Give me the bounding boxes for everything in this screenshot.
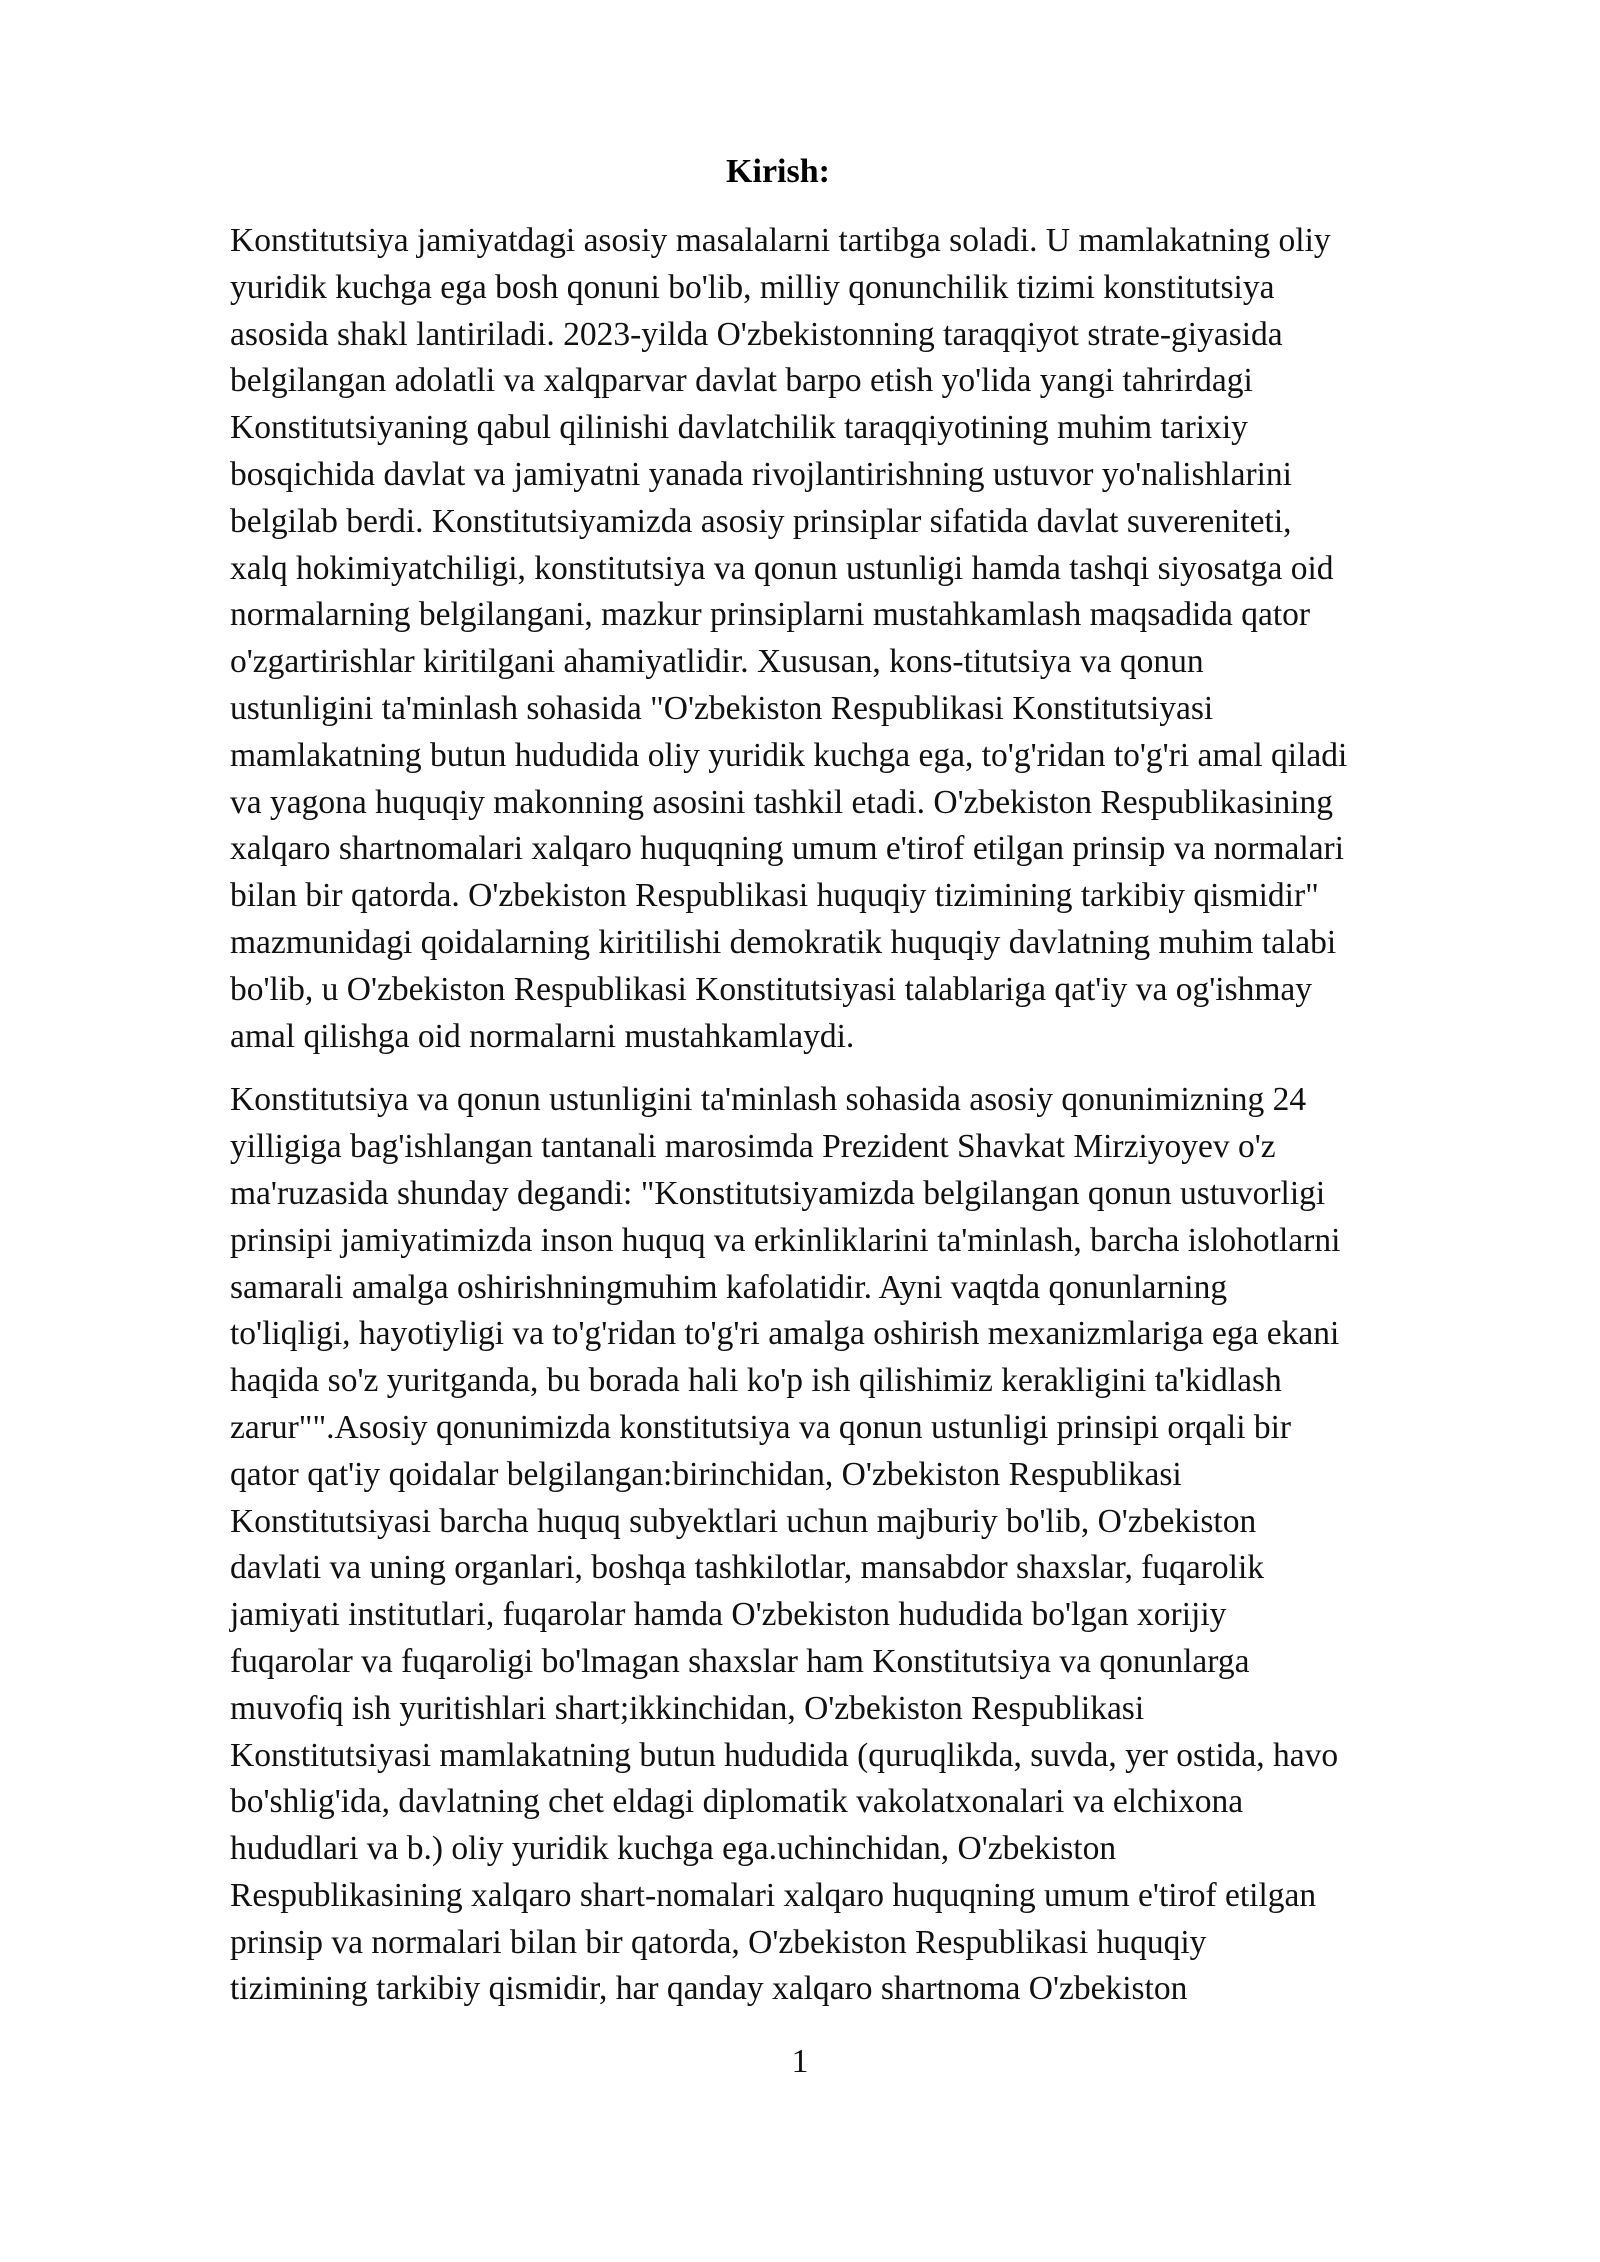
text-line: bosqichida davlat va jamiyatni yanada rivojlantirishning ustuvor yo'nalishlarini bbox=[230, 455, 1292, 493]
paragraph-2 bbox=[230, 1077, 1495, 2013]
text-line: Konstitutsiya jamiyatdagi asosiy masalalarni tartibga soladi. U mamlakatning oliy bbox=[230, 222, 1331, 259]
text-line: Konstitutsiyaning qabul qilinishi davlatchilik taraqqiyotining muhim tarixiy bbox=[230, 409, 1248, 447]
text-line: hududlari va b.) oliy yuridik kuchga ega.uchinchidan, O'zbekiston bbox=[230, 1830, 1117, 1868]
text-line: amal qilishga oid normalarni mustahkamlaydi. bbox=[230, 1017, 855, 1055]
text-line: prinsipi jamiyatimizda inson huquq va erkinliklarini ta'minlash, barcha islohotlarni bbox=[230, 1221, 1341, 1259]
text-line: muvofiq ish yuritishlari shart;ikkinchidan, O'zbekiston Respublikasi bbox=[230, 1689, 1145, 1727]
text-line: davlati va uning organlari, boshqa tashkilotlar, mansabdor shaxslar, fuqarolik bbox=[230, 1549, 1265, 1587]
text-line: yuridik kuchga ega bosh qonuni bo'lib, milliy qonunchilik tizimi konstitutsiya bbox=[230, 268, 1275, 306]
text-line: Konstitutsiyasi barcha huquq subyektlari uchun majburiy bo'lib, O'zbekiston bbox=[230, 1502, 1257, 1540]
paragraph-1 bbox=[230, 218, 1495, 1060]
text-line: samarali amalga oshirishningmuhim kafolatidir. Ayni vaqtda qonunlarning bbox=[230, 1268, 1228, 1306]
text-line: qator qat'iy qoidalar belgilangan:birinchidan, O'zbekiston Respublikasi bbox=[230, 1455, 1182, 1493]
text-line: yilligiga bag'ishlangan tantanali marosimda Prezident Shavkat Mirziyoyev o'z bbox=[230, 1128, 1276, 1166]
text-line: Respublikasining xalqaro shart-nomalari xalqaro huquqning umum e'tirof etilgan bbox=[230, 1876, 1317, 1914]
text-line: normalarning belgilangani, mazkur prinsiplarni mustahkamlash maqsadida qator bbox=[230, 596, 1311, 634]
text-line: zarur"".Asosiy qonunimizda konstitutsiya va qonun ustunligi prinsipi orqali bir bbox=[230, 1408, 1292, 1446]
text-line: va yagona huquqiy makonning asosini tashkil etadi. O'zbekiston Respublikasining bbox=[230, 783, 1334, 821]
text-line: fuqarolar va fuqaroligi bo'lmagan shaxslar ham Konstitutsiya va qonunlarga bbox=[230, 1642, 1250, 1680]
text-line: xalq hokimiyatchiligi, konstitutsiya va qonun ustunligi hamda tashqi siyosatga oid bbox=[230, 549, 1334, 587]
text-line: ustunligini ta'minlash sohasida "O'zbekiston Respublikasi Konstitutsiyasi bbox=[230, 689, 1214, 727]
text-line: bilan bir qatorda. O'zbekiston Respublikasi huquqiy tizimining tarkibiy qismidir" bbox=[230, 877, 1319, 915]
text-line: asosida shakl lantiriladi. 2023-yilda O'zbekistonning taraqqiyot strate-giyasida bbox=[230, 315, 1283, 353]
text-line: jamiyati institutlari, fuqarolar hamda O'zbekiston hududida bo'lgan xorijiy bbox=[230, 1596, 1227, 1634]
text-line: bo'lib, u O'zbekiston Respublikasi Konstitutsiyasi talablariga qat'iy va og'ishmay bbox=[230, 970, 1313, 1008]
text-line: ma'ruzasida shunday degandi: "Konstitutsiyamizda belgilangan qonun ustuvorligi bbox=[230, 1174, 1326, 1212]
text-line: o'zgartirishlar kiritilgani ahamiyatlidir. Xususan, kons-titutsiya va qonun bbox=[230, 643, 1204, 681]
text-line: tizimining tarkibiy qismidir, har qanday xalqaro shartnoma O'zbekiston bbox=[230, 1970, 1188, 2008]
text-line: bo'shlig'ida, davlatning chet eldagi diplomatik vakolatxonalari va elchixona bbox=[230, 1783, 1244, 1821]
text-line: belgilangan adolatli va xalqparvar davlat barpo etish yo'lida yangi tahrirdagi bbox=[230, 362, 1253, 400]
text-line: belgilab berdi. Konstitutsiyamizda asosiy prinsiplar sifatida davlat suvereniteti, bbox=[230, 502, 1292, 540]
text-line: prinsip va normalari bilan bir qatorda, O'zbekiston Respublikasi huquqiy bbox=[230, 1923, 1207, 1961]
text-line: mazmunidagi qoidalarning kiritilishi demokratik huquqiy davlatning muhim talabi bbox=[230, 923, 1337, 961]
text-line: xalqaro shartnomalari xalqaro huquqning umum e'tirof etilgan prinsip va normalari bbox=[230, 830, 1345, 868]
text-line: haqida so'z yuritganda, bu borada hali ko'p ish qilishimiz kerakligini ta'kidlash bbox=[230, 1362, 1282, 1400]
section-title: Kirish: bbox=[726, 153, 830, 190]
page-number: 1 bbox=[791, 2043, 809, 2080]
text-line: mamlakatning butun hududida oliy yuridik kuchga ega, to'g'ridan to'g'ri amal qiladi bbox=[230, 736, 1348, 774]
body-text bbox=[230, 218, 1495, 2030]
text-line: to'liqligi, hayotiyligi va to'g'ridan to'g'ri amalga oshirish mexanizmlariga ega ekani bbox=[230, 1315, 1340, 1353]
text-line: Konstitutsiya va qonun ustunligini ta'minlash sohasida asosiy qonunimizning 24 bbox=[230, 1081, 1307, 1119]
text-line: Konstitutsiyasi mamlakatning butun hududida (quruqlikda, suvda, yer ostida, havo bbox=[230, 1736, 1339, 1774]
